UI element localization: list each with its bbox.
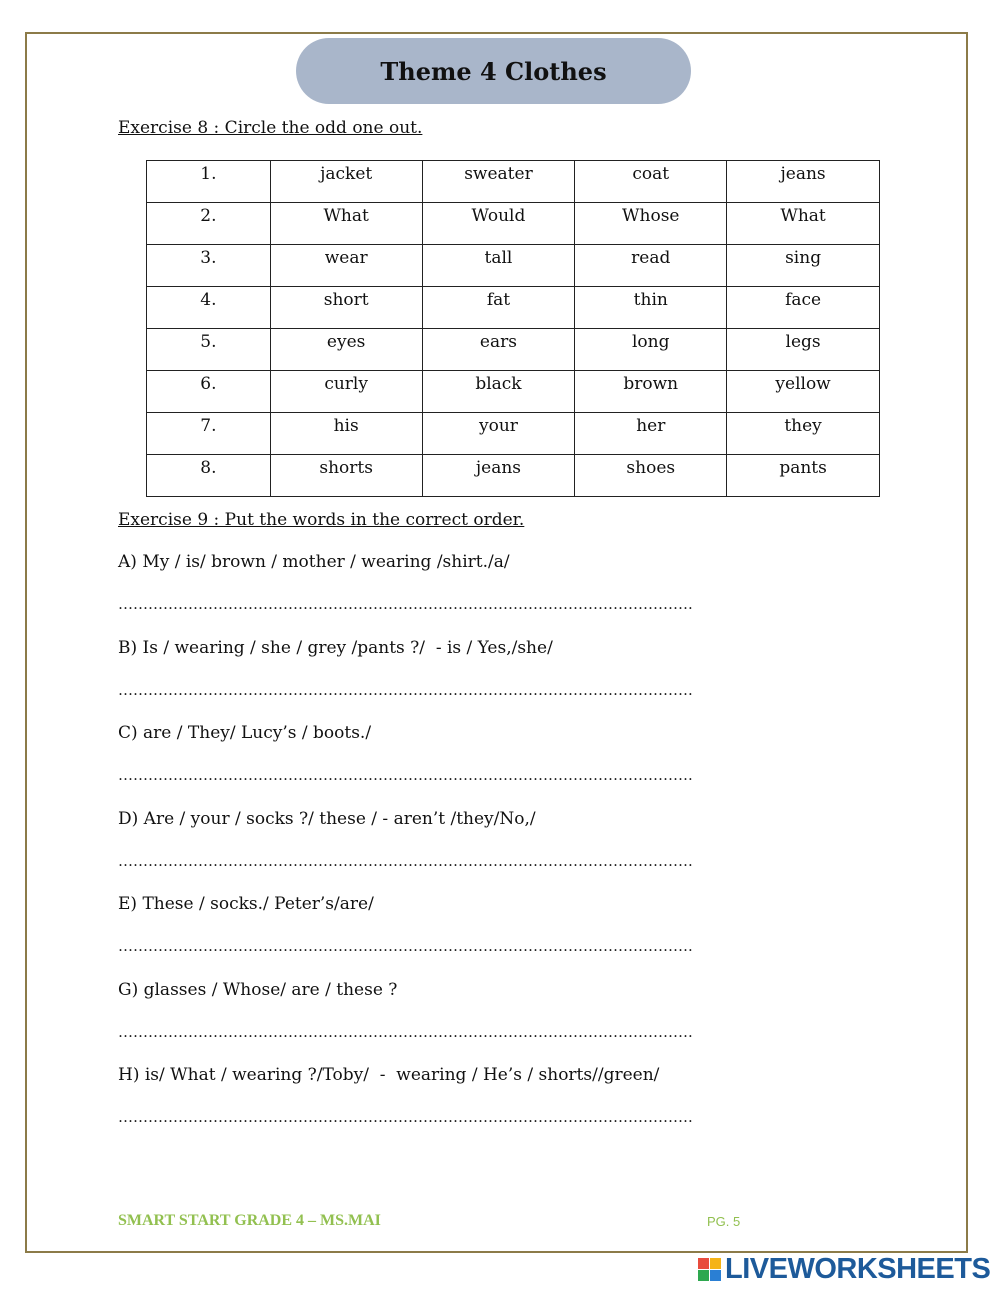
word-cell[interactable]: his (270, 413, 422, 455)
reorder-question: G) glasses / Whose/ are / these ? (118, 980, 398, 1000)
table-row (147, 455, 880, 497)
reorder-question: A) My / is/ brown / mother / wearing /shirt./a/ (118, 552, 510, 572)
word-cell[interactable]: legs (727, 329, 880, 371)
word-cell[interactable]: sing (727, 245, 880, 287)
word-cell[interactable]: sweater (422, 161, 575, 203)
word-cell[interactable]: wear (270, 245, 422, 287)
answer-line[interactable]: ……………………………………………………………………………………………………. (118, 766, 693, 784)
word-cell[interactable]: jacket (270, 161, 422, 203)
table-row (147, 161, 880, 203)
reorder-question: B) Is / wearing / she / grey /pants ?/ - is / Yes,/she/ (118, 638, 553, 658)
word-cell[interactable]: shoes (575, 455, 727, 497)
reorder-question: E) These / socks./ Peter’s/are/ (118, 894, 374, 914)
word-cell[interactable]: jeans (422, 455, 575, 497)
table-row (147, 287, 880, 329)
word-cell[interactable]: yellow (727, 371, 880, 413)
word-cell[interactable]: shorts (270, 455, 422, 497)
title-banner (296, 38, 691, 104)
word-cell[interactable]: Whose (575, 203, 727, 245)
reorder-question: D) Are / your / socks ?/ these / - aren’t /they/No,/ (118, 809, 536, 829)
word-cell[interactable]: read (575, 245, 727, 287)
word-cell[interactable]: your (422, 413, 575, 455)
word-cell[interactable]: they (727, 413, 880, 455)
row-number: 8. (147, 455, 271, 497)
row-number: 5. (147, 329, 271, 371)
answer-line[interactable]: ……………………………………………………………………………………………………. (118, 1023, 693, 1041)
liveworksheets-logo-icon (698, 1258, 721, 1281)
word-cell[interactable]: face (727, 287, 880, 329)
liveworksheets-brand[interactable] (698, 1253, 990, 1285)
word-cell[interactable]: What (727, 203, 880, 245)
word-cell[interactable]: thin (575, 287, 727, 329)
page-number: PG. 5 (707, 1214, 741, 1229)
row-number: 6. (147, 371, 271, 413)
word-cell[interactable]: pants (727, 455, 880, 497)
table-row (147, 371, 880, 413)
row-number: 3. (147, 245, 271, 287)
word-cell[interactable]: short (270, 287, 422, 329)
answer-line[interactable]: ……………………………………………………………………………………………………. (118, 595, 693, 613)
word-cell[interactable]: black (422, 371, 575, 413)
page-title: Theme 4 Clothes (380, 56, 607, 86)
table-row (147, 245, 880, 287)
answer-line[interactable]: ……………………………………………………………………………………………………. (118, 937, 693, 955)
answer-line[interactable]: ……………………………………………………………………………………………………. (118, 852, 693, 870)
word-cell[interactable]: Would (422, 203, 575, 245)
word-cell[interactable]: her (575, 413, 727, 455)
table-row (147, 329, 880, 371)
table-row (147, 413, 880, 455)
word-cell[interactable]: What (270, 203, 422, 245)
word-cell[interactable]: eyes (270, 329, 422, 371)
reorder-question: C) are / They/ Lucy’s / boots./ (118, 723, 372, 743)
word-cell[interactable]: curly (270, 371, 422, 413)
word-cell[interactable]: tall (422, 245, 575, 287)
reorder-question: H) is/ What / wearing ?/Toby/ - wearing / He’s / shorts//green/ (118, 1065, 660, 1085)
row-number: 1. (147, 161, 271, 203)
word-cell[interactable]: long (575, 329, 727, 371)
answer-line[interactable]: ……………………………………………………………………………………………………. (118, 681, 693, 699)
footer-credit: SMART START GRADE 4 – MS.MAI (118, 1212, 381, 1229)
exercise9-heading: Exercise 9 : Put the words in the correct order. (118, 510, 525, 530)
word-cell[interactable]: coat (575, 161, 727, 203)
odd-one-out-table (146, 160, 880, 497)
word-cell[interactable]: jeans (727, 161, 880, 203)
word-cell[interactable]: fat (422, 287, 575, 329)
table-row (147, 203, 880, 245)
exercise8-heading: Exercise 8 : Circle the odd one out. (118, 118, 423, 138)
row-number: 7. (147, 413, 271, 455)
word-cell[interactable]: brown (575, 371, 727, 413)
answer-line[interactable]: ……………………………………………………………………………………………………. (118, 1108, 693, 1126)
row-number: 2. (147, 203, 271, 245)
word-cell[interactable]: ears (422, 329, 575, 371)
row-number: 4. (147, 287, 271, 329)
brand-name: LIVEWORKSHEETS (725, 1252, 991, 1285)
